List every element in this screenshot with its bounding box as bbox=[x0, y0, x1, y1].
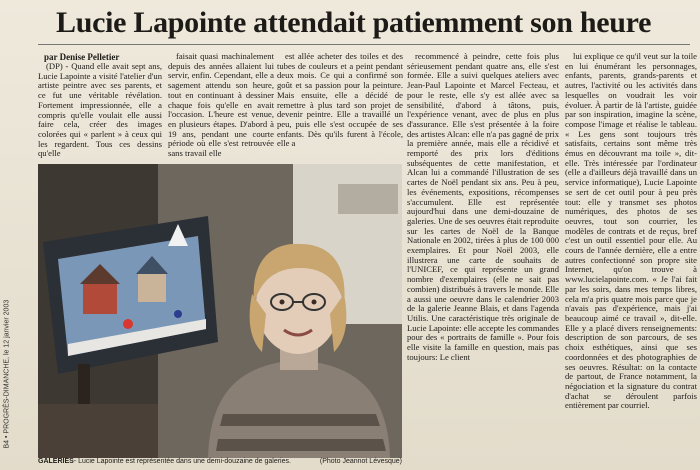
table bbox=[38, 404, 158, 458]
headline-rule bbox=[38, 44, 690, 45]
column-text: est allée acheter des toiles et des tubes de couleurs et a peint pendant deux mois. Ce qui a confirmé son goût et sa passion pour la peinture. Mais ensuite, elle a décidé de remettre à plus tard son projet de devenir peintre. Elle a travaillé un peu, puis elle s'est occupée de ses enfants. Dès qu'ils furent à l'école, elle a bbox=[277, 52, 403, 149]
article-column-1 bbox=[38, 62, 162, 162]
folio-text: B4 • PROGRÈS-DIMANCHE, le 12 janvier 2003 bbox=[3, 299, 11, 449]
article-column-3 bbox=[277, 52, 403, 164]
column-text: recommencé à peindre, cette fois plus sérieusement pendant quatre ans, elle s'est formée. Elle a suivi quelques ateliers avec Jean-Paul Lapointe et Marcel Fecteau, et pour le reste, elle s'y est allée avec sa sensibilité, d'abord à tâtons, puis, l'expérience venant, avec de plus en plus d'assurance. Elle s'est présentée à la foire des artistes Alcan: elle n'a pas gagné de prix la première année, mais elle a récidivé et remporté des prix lors d'éditions subséquentes de cette manifestation, et Alcan lui a commandé l'illustration de ses cartes de Noël pendant six ans. Peu à peu, les événements, expositions, récompenses s'accumulent. Elle est représentée aujourd'hui dans une demi-douzaine de galeries. Une de ses oeuvres était reproduite sur les cartes de Noël de la Banque Nationale en 2002, tirées à plus de 100 000 exemplaires. Et pour Noël 2003, elle illustrera une carte de souhaits de l'UNICEF, ce qui représente un grand nombre d'exemplaires (elle ne sait pas combien) distribués à travers le monde. Elle a aussi une oeuvre dans le calendrier 2003 de la galerie Jeanne Blais, et dans l'agenda Utilis. Une caractéristique très originale de Lucie Lapointe: elle accepte les commandes pour des « portraits de famille ». Pour fois elle visite la famille en question, mais pas toujours: Le client bbox=[407, 52, 559, 362]
photo-caption bbox=[38, 458, 402, 470]
column-text: (DP) - Quand elle avait sept ans, Lucie Lapointe a visité l'atelier d'un artiste peintre avec ses parents, et ce fut une véritable révélation. Fortement impressionnée, elle a compris qu'elle voulait elle aussi faire cela, créer des images colorées qui « parlent » à ceux qui les regardent. Tous ces dessins qu'elle bbox=[38, 62, 162, 159]
caption-main bbox=[38, 458, 291, 470]
article-column-5 bbox=[565, 52, 697, 468]
photo-credit: (Photo Jeannot Lévesque) bbox=[319, 458, 402, 465]
article-column-4 bbox=[407, 52, 559, 468]
photo-illustration bbox=[38, 164, 402, 458]
caption-text: - Lucie Lapointe est représentée dans une demi-douzaine de galeries. bbox=[73, 458, 291, 465]
shelf bbox=[338, 184, 398, 214]
page-folio bbox=[2, 300, 14, 460]
article-column-2 bbox=[168, 52, 274, 164]
headline: Lucie Lapointe attendait patiemment son heure bbox=[56, 6, 652, 39]
column-text: lui explique ce qu'il veut sur la toile en lui énumérant les personnages, enfants, parents, grands-parents et autres, l'activité ou les activités dans lesquelles on voudrait les voir évoluer. À partir de là l'artiste, guidée par son inspiration, imagine la scène, compose l'image et réalise le tableau. « Les gens sont toujours très satisfaits, certains sont même très émus en découvrant ma toile », dit-elle. Très intéressée par l'ordinateur (elle a d'ailleurs déjà travaillé dans un service informatique), Lucie Lapointe se sert de cet outil pour à peu près tout: elle y transmet ses photos numériques, des photos de ses oeuvres, tout son courrier, les modèles de contrats et de reçus, bref c'est un outil essentiel pour elle. Au cours de l'année dernière, elle a entre autres confectionné son propre site Internet, qu'on trouve à www.lucielapointe.com. « Je l'ai fait par les soirs, dans mes temps libres, cela m'a pris quatre mois parce que je n'avais pas d'expérience, mais j'ai beaucoup aimé ce travail », dit-elle. Elle y a placé divers renseignements: description de son parcours, de ses choix esthétiques, ainsi que ses coordonnées et des photographies de ses oeuvres. Résultat: on la contacte de partout, de France notamment, la négociation et la signature du contrat d'achat se déroulent parfois entièrement par courriel. bbox=[565, 52, 697, 411]
portrait-photo bbox=[38, 164, 402, 458]
byline: par Denise Pelletier bbox=[44, 52, 120, 62]
caption-label: GALERIES bbox=[38, 458, 74, 465]
column-text: faisait quasi machinalement depuis des années allaient lui servir, enfin. Cependant, elle a sagement attendu son heure, tout en continuant à dessiner chaque fois qu'elle en avait l'occasion. L'heure est venue, en plusieurs étapes. D'abord à 19 ans, pendant une courte période où elle s'est retrouvée sans travail elle bbox=[168, 52, 274, 159]
